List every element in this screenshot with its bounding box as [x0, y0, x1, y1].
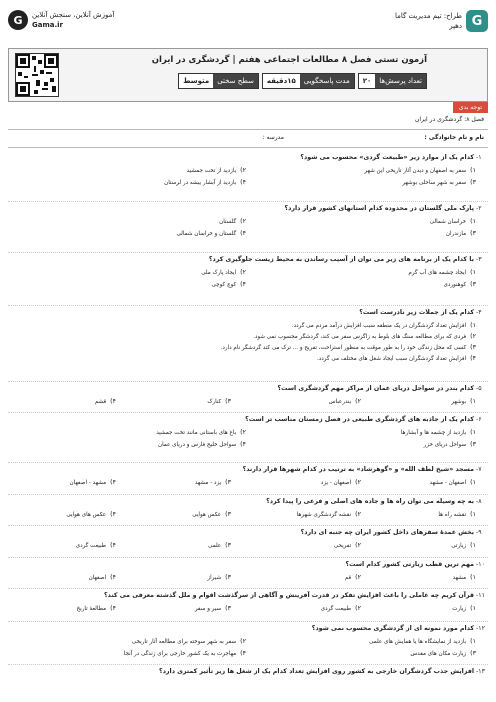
answer-option[interactable] [329, 398, 361, 405]
answer-option[interactable] [424, 441, 476, 448]
question-separator [8, 664, 488, 665]
option-text: مشهد - اصفهان [69, 479, 107, 486]
question-number: ۹- [476, 529, 482, 536]
question-separator [8, 381, 488, 382]
question-text: کدام مورد نمونه ای از گردشگری محسوب نمی شود؟ [311, 625, 474, 632]
option-text: گلستان و خراسان شمالی [176, 230, 237, 237]
question-separator [8, 494, 488, 495]
answer-option[interactable] [208, 542, 231, 549]
question-number: ۱۳- [476, 668, 486, 675]
answer-option[interactable] [124, 650, 246, 657]
option-number: ۴) [110, 398, 116, 405]
question-text: کدام یک از جملات زیر نادرست است؟ [359, 309, 474, 316]
answer-option[interactable] [408, 269, 476, 276]
answer-option[interactable] [321, 479, 361, 486]
option-text: سفر به شهر ساحلی بوشهر [402, 179, 467, 186]
option-text: نقشه گردشگری شهرها [296, 511, 352, 518]
question-number: ۱۲- [476, 625, 486, 632]
answer-option[interactable] [345, 574, 361, 581]
option-text: نقشه راه ها [438, 511, 467, 518]
brand-sub: دهپر [449, 22, 462, 30]
option-text: کوهنوردی [443, 281, 467, 288]
option-number: ۱) [470, 605, 476, 612]
brand [395, 10, 488, 32]
question-stem [300, 154, 488, 161]
option-number: ۲) [240, 218, 246, 225]
option-number: ۴) [110, 479, 116, 486]
question-text: کدام یک از جاذبه های گردشگری طبیعی در فصل زمستان مناسب تر است؟ [245, 416, 474, 423]
option-number: ۱) [470, 269, 476, 276]
option-number: ۴) [240, 281, 246, 288]
answer-option[interactable] [402, 179, 476, 186]
answer-option[interactable] [292, 322, 476, 329]
option-number: ۱) [470, 574, 476, 581]
answer-option[interactable] [201, 269, 246, 276]
option-number: ۴) [110, 511, 116, 518]
question-separator [8, 462, 488, 463]
answer-option[interactable] [221, 344, 476, 351]
option-number: ۳) [470, 650, 476, 657]
option-number: ۴) [240, 441, 246, 448]
site-branding[interactable] [8, 10, 114, 30]
answer-option[interactable] [253, 333, 476, 340]
site-logo-icon: G [8, 10, 28, 30]
option-number: ۲) [355, 542, 361, 549]
option-text: افزایش تعداد گردشگران در یک منطقه سبب افزایش درآمد مردم می گردد. [291, 322, 467, 329]
question-text: کدام بندر در سواحل دریای عمان از مراکز مهم گردشگری است؟ [277, 385, 474, 392]
option-number: ۲) [355, 479, 361, 486]
answer-option[interactable] [297, 511, 361, 518]
question-text: افزایش جذب گردشگران خارجی به کشور روی افزایش تعداد کدام یک از شغل ها زیر تأثیر کمتری دارد؟ [159, 668, 474, 675]
option-text: فردی که برای مطالعه سنگ های بلوط به زاگرس سفر می کند، گردشگر محسوب نمی شود. [253, 333, 467, 340]
option-number: ۲) [355, 511, 361, 518]
option-text: تفریحی [333, 542, 352, 549]
question-text: بخش عمدهٔ سفرهای داخل کشور ایران چه جنبه ای دارد؟ [300, 529, 474, 536]
option-number: ۱) [470, 398, 476, 405]
answer-option[interactable] [89, 574, 116, 581]
question-stem [359, 309, 488, 316]
answer-option[interactable] [195, 605, 231, 612]
chapter-note: فصل ۸: گردشگری در ایران [415, 116, 484, 123]
student-info-row [12, 134, 484, 141]
question-text: کدام یک از موارد زیر «طبیعت گردی» محسوب می شود؟ [300, 154, 474, 161]
exam-meta [178, 73, 427, 89]
option-text: گلستان [219, 218, 237, 225]
question-separator [8, 588, 488, 589]
option-text: ایجاد پارک ملی [201, 269, 237, 276]
question-count-chip: تعداد پرسش‌ها ۲۰ [358, 73, 427, 89]
answer-option[interactable] [452, 605, 476, 612]
option-text: طبیعت گردی [75, 542, 107, 549]
option-number: ۲) [355, 605, 361, 612]
option-number: ۴) [110, 542, 116, 549]
option-text: عکس هوایی [192, 511, 222, 518]
answer-option[interactable] [446, 230, 476, 237]
option-number: ۴) [470, 355, 476, 362]
question-stem [104, 592, 488, 599]
question-number: ۸- [476, 498, 482, 505]
answer-option[interactable] [443, 281, 476, 288]
question-separator [8, 201, 488, 202]
question-separator [8, 525, 488, 526]
option-text: زیارت [452, 605, 467, 612]
option-text: خراسان شمالی [429, 218, 467, 225]
option-text: علمی [208, 542, 222, 549]
answer-option[interactable] [219, 218, 246, 225]
question-text: پارک ملی گلستان در محدوده کدام استانهای کشور قرار دارد؟ [284, 205, 474, 212]
option-number: ۳) [225, 542, 231, 549]
answer-option[interactable] [156, 429, 246, 436]
question-separator [8, 252, 488, 253]
student-name-label: نام و نام خانوادگی : [424, 134, 484, 141]
option-number: ۱) [470, 429, 476, 436]
option-text: مشهد [452, 574, 467, 581]
exam-title: آزمون تستی فصل ۸ مطالعات اجتماعی هفتم | گردشگری در ایران [151, 55, 427, 65]
option-number: ۲) [240, 429, 246, 436]
answer-option[interactable] [164, 179, 246, 186]
answer-option[interactable] [207, 574, 231, 581]
option-text: اصفهان - یزد [320, 479, 352, 486]
option-text: بندرعباس [328, 398, 352, 405]
option-text: کسی که محل زندگی خود را به طور موقت به منظور استراحت، تفریح و ... ترک می کند گردشگر نام دارد. [220, 344, 467, 351]
option-number: ۲) [240, 167, 246, 174]
option-text: سواحل دریای خزر [423, 441, 467, 448]
option-text: باغ های باستانی مانند تخت جمشید [156, 429, 237, 436]
option-text: سفر به اصفهان و دیدن آثار تاریخی این شهر [364, 167, 467, 174]
option-number: ۳) [225, 511, 231, 518]
question-stem [278, 385, 488, 392]
option-number: ۴) [240, 179, 246, 186]
question-stem [285, 205, 489, 212]
answer-option[interactable] [317, 355, 476, 362]
duration-chip: مدت پاسخگویی ۱۵دقیقه [262, 73, 355, 89]
divider [8, 147, 488, 148]
option-text: سیر و سفر [194, 605, 222, 612]
answer-option[interactable] [364, 167, 476, 174]
question-stem [159, 668, 488, 675]
answer-option[interactable] [369, 638, 476, 645]
site-name: آموزش آنلاین، سنجش آنلاین [32, 11, 115, 19]
question-number: ۱۰- [476, 561, 486, 568]
question-number: ۳- [476, 256, 482, 263]
answer-option[interactable] [76, 542, 116, 549]
option-text: قشم [94, 398, 107, 405]
option-number: ۱) [470, 638, 476, 645]
notice-badge: توجه بدی [453, 102, 488, 113]
question-separator [8, 621, 488, 622]
option-text: ایجاد چشمه های آب گرم [408, 269, 467, 276]
option-number: ۲) [240, 638, 246, 645]
question-stem [243, 466, 488, 473]
answer-option[interactable] [410, 650, 476, 657]
answer-option[interactable] [451, 398, 476, 405]
qr-code-icon[interactable] [15, 53, 59, 97]
question-stem [312, 625, 488, 632]
option-number: ۳) [225, 479, 231, 486]
option-text: بازدید از نمایشگاه ها یا همایش های علمی [369, 638, 467, 645]
answer-option[interactable] [177, 230, 247, 237]
option-text: قم [344, 574, 352, 581]
option-number: ۳) [225, 398, 231, 405]
question-number: ۷- [476, 466, 482, 473]
option-text: سواحل خلیج فارس و دریای عمان [157, 441, 237, 448]
option-number: ۲) [355, 398, 361, 405]
option-number: ۴) [240, 650, 246, 657]
option-number: ۱) [470, 218, 476, 225]
page-header [8, 8, 488, 48]
option-number: ۳) [470, 179, 476, 186]
option-text: مازندران [445, 230, 467, 237]
question-stem [245, 416, 488, 423]
option-number: ۲) [355, 574, 361, 581]
option-text: بازدید از چشمه ها و آبشارها [400, 429, 467, 436]
answer-option[interactable] [453, 574, 476, 581]
option-number: ۴) [240, 230, 246, 237]
difficulty-chip: سطح سختی متوسط [178, 73, 259, 89]
gama-logo-icon: G [466, 10, 488, 32]
exam-info-box [8, 48, 488, 102]
option-number: ۳) [225, 605, 231, 612]
question-separator [8, 412, 488, 413]
option-number: ۳) [470, 344, 476, 351]
question-stem [209, 256, 488, 263]
question-separator [8, 557, 488, 558]
option-number: ۱) [470, 479, 476, 486]
option-text: مهاجرت به یک کشور خارجی برای زندگی در آنجا [123, 650, 237, 657]
question-number: ۱۱- [476, 592, 486, 599]
option-text: بوشهر [451, 398, 467, 405]
question-number: ۵- [476, 385, 482, 392]
question-text: مهم ترین قطب زیارتی کشور کدام است؟ [345, 561, 474, 568]
option-text: شیراز [207, 574, 222, 581]
option-text: طبیعت گردی [320, 605, 352, 612]
option-text: بازدید از آبشار بیشه در لرستان [164, 179, 237, 186]
answer-option[interactable] [70, 479, 116, 486]
answer-option[interactable] [207, 398, 231, 405]
question-text: با کدام یک از برنامه های زیر می توان از آسیب رساندن به محیط زیست جلوگیری کرد؟ [208, 256, 474, 263]
answer-option[interactable] [334, 542, 361, 549]
site-url[interactable]: Gama.ir [32, 21, 63, 29]
option-text: اصفهان [88, 574, 107, 581]
brand-name: طراح: تیم مدیریت گاما [394, 12, 462, 20]
question-number: ۴- [476, 309, 482, 316]
option-number: ۱) [470, 322, 476, 329]
option-number: ۱) [470, 167, 476, 174]
answer-option[interactable] [430, 479, 476, 486]
question-stem [266, 498, 488, 505]
question-stem [346, 561, 488, 568]
option-number: ۴) [110, 574, 116, 581]
answer-option[interactable] [401, 429, 476, 436]
answer-option[interactable] [77, 605, 116, 612]
answer-option[interactable] [451, 542, 476, 549]
option-text: افزایش تعداد گردشگران سبب ایجاد شغل های مختلف می گردد. [317, 355, 467, 362]
answer-option[interactable] [95, 398, 116, 405]
option-text: سفر به شهر سوخته برای مطالعه آثار تاریخی [131, 638, 237, 645]
answer-option[interactable] [158, 441, 246, 448]
answer-option[interactable] [187, 167, 246, 174]
option-text: کوچ کوچی [211, 281, 237, 288]
question-text: قرآن کریم چه عاملی را باعث افزایش تفکر در قدرت آفرینش و آگاهی از سرگذشت اقوام و ملل گذشته معرفی می کند؟ [104, 592, 474, 599]
option-number: ۳) [225, 574, 231, 581]
option-text: زیارت مکان های مقدس [410, 650, 467, 657]
answer-option[interactable] [192, 511, 231, 518]
question-separator [8, 305, 488, 306]
option-number: ۴) [110, 605, 116, 612]
answer-option[interactable] [66, 511, 116, 518]
option-text: اصفهان - مشهد [429, 479, 467, 486]
question-stem [301, 529, 488, 536]
option-text: یزد - مشهد [194, 479, 222, 486]
option-text: بازدید از تخت جمشید [186, 167, 237, 174]
option-text: کنارک [207, 398, 222, 405]
option-number: ۱) [470, 542, 476, 549]
option-number: ۳) [470, 230, 476, 237]
answer-option[interactable] [438, 511, 476, 518]
option-number: ۳) [470, 441, 476, 448]
option-number: ۱) [470, 511, 476, 518]
answer-option[interactable] [212, 281, 246, 288]
answer-option[interactable] [430, 218, 476, 225]
school-label: مدرسه : [262, 134, 284, 141]
answer-option[interactable] [321, 605, 361, 612]
answer-option[interactable] [195, 479, 231, 486]
option-number: ۲) [240, 269, 246, 276]
question-text: مسجد «شیخ لطف الله» و «گوهرشاد» به ترتیب در کدام شهرها قرار دارند؟ [242, 466, 474, 473]
option-number: ۲) [470, 333, 476, 340]
answer-option[interactable] [132, 638, 246, 645]
option-text: مطالعهٔ تاریخ [76, 605, 107, 612]
question-number: ۲- [476, 205, 482, 212]
question-text: به چه وسیله می توان راه ها و جاده های اصلی و فرعی را پیدا کرد؟ [266, 498, 474, 505]
question-number: ۱- [476, 154, 482, 161]
question-number: ۶- [476, 416, 482, 423]
divider [8, 129, 488, 130]
option-text: زیارتی [451, 542, 467, 549]
option-text: عکس های هوایی [66, 511, 107, 518]
option-number: ۳) [470, 281, 476, 288]
exam-page [8, 8, 488, 702]
